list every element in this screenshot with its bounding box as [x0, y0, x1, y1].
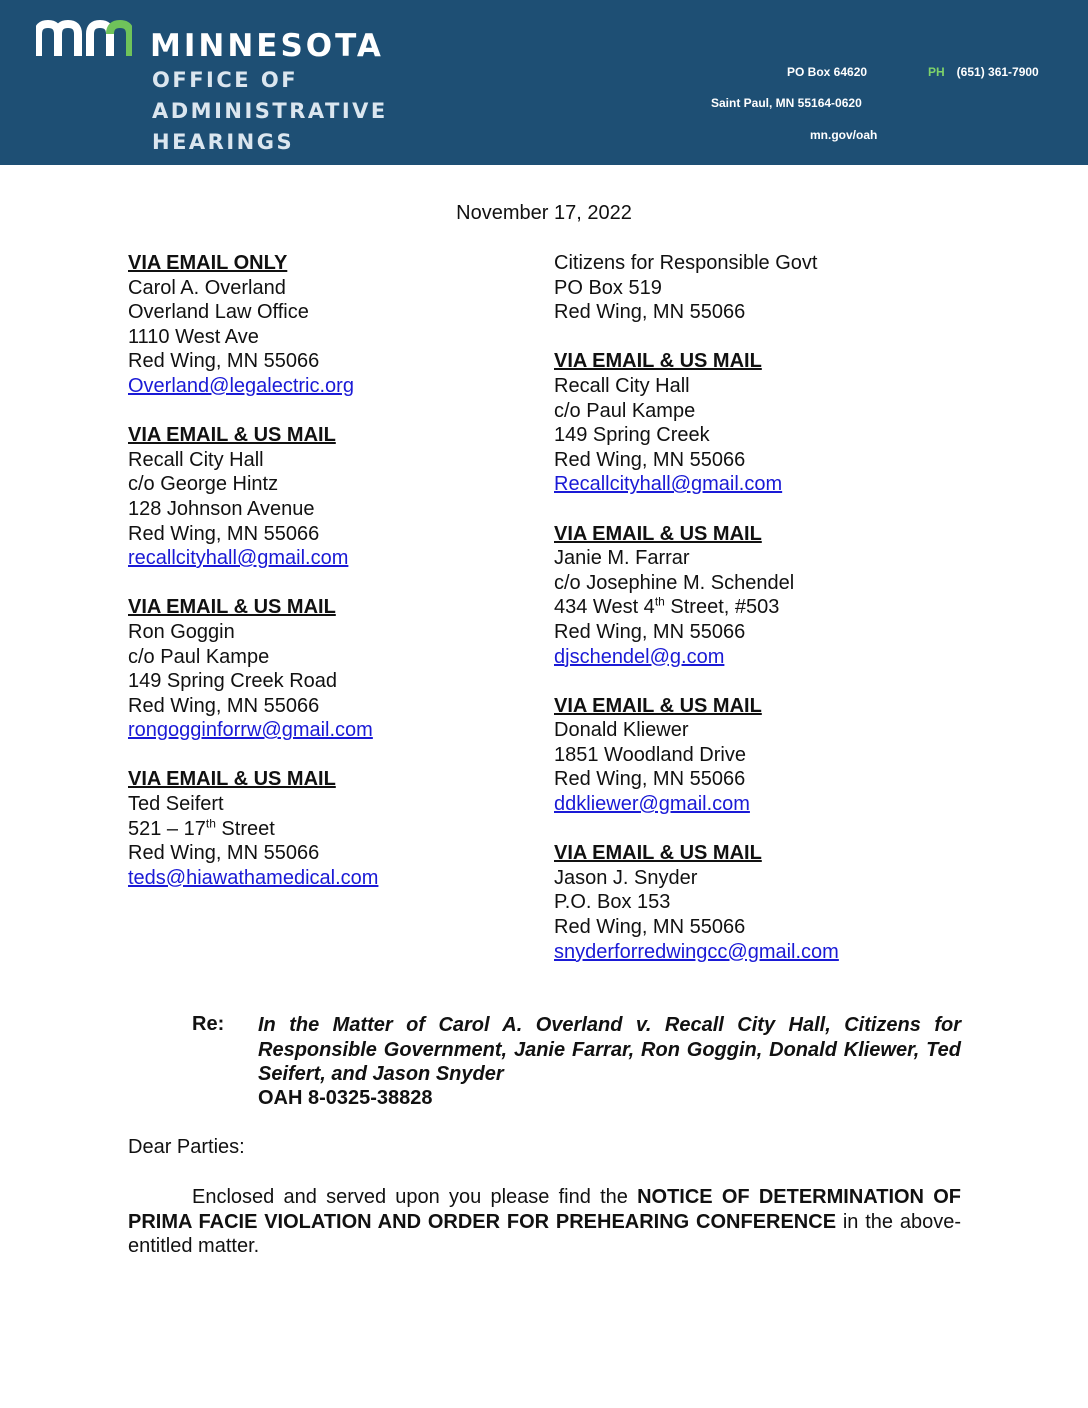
- delivery-method: VIA EMAIL & US MAIL: [554, 350, 762, 373]
- recipient-block: [128, 423, 378, 571]
- recipient-street: P.O. Box 153: [554, 891, 671, 914]
- contact-website: mn.gov/oah: [810, 128, 878, 142]
- letter-date: November 17, 2022: [456, 202, 632, 224]
- recipient-email-link[interactable]: djschendel@g.com: [554, 645, 725, 668]
- recipient-city: Red Wing, MN 55066: [128, 350, 320, 373]
- recipient-name: Carol A. Overland: [128, 276, 286, 299]
- recipient-care-of: c/o Paul Kampe: [554, 399, 696, 422]
- delivery-method: VIA EMAIL & US MAIL: [554, 522, 762, 545]
- phone-number: (651) 361-7900: [956, 65, 1039, 79]
- recipient-name: Recall City Hall: [128, 448, 264, 471]
- recipient-block: [128, 595, 378, 743]
- re-label: Re:: [192, 1013, 225, 1035]
- delivery-method: VIA EMAIL & US MAIL: [128, 424, 336, 447]
- recipient-block: [554, 522, 839, 670]
- recipient-street: 128 Johnson Avenue: [128, 497, 315, 520]
- recipient-street: 1851 Woodland Drive: [554, 743, 746, 766]
- brand-office-line-1: OFFICE OF: [152, 68, 299, 92]
- recipient-block: [554, 694, 839, 817]
- recipient-block: [554, 841, 839, 964]
- recipient-street: 1110 West Ave: [128, 325, 259, 348]
- body-intro: Enclosed and served upon you please find the: [192, 1186, 638, 1208]
- recipient-care-of: c/o Paul Kampe: [128, 645, 270, 668]
- minnesota-logo-icon: [36, 20, 132, 58]
- recipient-email-link[interactable]: ddkliewer@gmail.com: [554, 793, 750, 816]
- recipient-city: Red Wing, MN 55066: [128, 522, 320, 545]
- brand-office-line-3: HEARINGS: [152, 130, 295, 154]
- recipient-email-link[interactable]: teds@hiawathamedical.com: [128, 866, 379, 889]
- recipient-street: 149 Spring Creek: [554, 424, 710, 447]
- delivery-method: VIA EMAIL & US MAIL: [554, 842, 762, 865]
- recipient-city: Red Wing, MN 55066: [554, 768, 746, 791]
- recipient-city: Red Wing, MN 55066: [128, 694, 320, 717]
- recipient-email-link[interactable]: snyderforredwingcc@gmail.com: [554, 940, 839, 963]
- contact-city-zip: Saint Paul, MN 55164-0620: [711, 96, 862, 110]
- letterhead-banner: [0, 0, 1088, 165]
- recipient-block: [554, 349, 839, 497]
- recipient-email-link[interactable]: Recallcityhall@gmail.com: [554, 473, 783, 496]
- case-number: OAH 8-0325-38828: [258, 1087, 433, 1109]
- recipient-block: [128, 251, 378, 399]
- brand-state-name: MINNESOTA: [150, 28, 384, 64]
- re-matter-title: In the Matter of Carol A. Overland v. Recall City Hall, Citizens for Responsible Government, Janie Farrar, Ron Goggin, Donald Kliewer, Ted Seifert, and Jason Snyder: [258, 1014, 961, 1086]
- recipient-care-of: c/o Josephine M. Schendel: [554, 571, 795, 594]
- contact-phone: [928, 65, 1039, 79]
- recipient-name: Donald Kliewer: [554, 719, 689, 742]
- recipient-block: [554, 251, 839, 325]
- recipient-city: Red Wing, MN 55066: [554, 916, 746, 939]
- recipient-name: Citizens for Responsible Govt: [554, 252, 818, 274]
- delivery-method: VIA EMAIL & US MAIL: [128, 768, 336, 791]
- recipient-street: 149 Spring Creek Road: [128, 670, 338, 693]
- delivery-method: VIA EMAIL & US MAIL: [554, 694, 762, 717]
- recipient-name: Janie M. Farrar: [554, 547, 690, 570]
- recipient-street: 434 West 4th Street, #503: [554, 594, 780, 619]
- contact-po-box: PO Box 64620: [787, 65, 868, 79]
- recipient-city: Red Wing, MN 55066: [554, 620, 746, 643]
- brand-office-line-2: ADMINISTRATIVE: [152, 99, 388, 123]
- salutation: Dear Parties:: [128, 1136, 245, 1158]
- recipient-firm: Overland Law Office: [128, 301, 309, 324]
- recipient-name: Recall City Hall: [554, 374, 690, 397]
- recipient-name: Ted Seifert: [128, 793, 224, 816]
- delivery-method: VIA EMAIL ONLY: [128, 252, 288, 274]
- recipient-street: 521 – 17th Street: [128, 816, 275, 840]
- recipient-city: Red Wing, MN 55066: [554, 301, 746, 324]
- recipient-city: Red Wing, MN 55066: [554, 448, 746, 471]
- recipient-care-of: c/o George Hintz: [128, 473, 279, 496]
- recipient-name: Ron Goggin: [128, 620, 235, 643]
- body-paragraph: [128, 1185, 961, 1259]
- recipients-right-column: [554, 251, 839, 964]
- body-outro: in the above-entitled matter.: [128, 1210, 961, 1258]
- recipient-email-link[interactable]: Overland@legalectric.org: [128, 374, 354, 397]
- notice-title: NOTICE OF DETERMINATION OF PRIMA FACIE VIOLATION AND ORDER FOR PREHEARING CONFERENCE: [128, 1186, 961, 1233]
- recipient-city: Red Wing, MN 55066: [128, 842, 320, 865]
- recipient-email-link[interactable]: recallcityhall@gmail.com: [128, 547, 349, 570]
- recipient-name: Jason J. Snyder: [554, 866, 698, 889]
- recipient-street: PO Box 519: [554, 276, 662, 299]
- recipient-block: [128, 767, 378, 890]
- delivery-method: VIA EMAIL & US MAIL: [128, 596, 336, 619]
- recipient-email-link[interactable]: rongogginforrw@gmail.com: [128, 719, 373, 742]
- recipients-left-column: [128, 251, 378, 890]
- phone-label: PH: [928, 65, 945, 79]
